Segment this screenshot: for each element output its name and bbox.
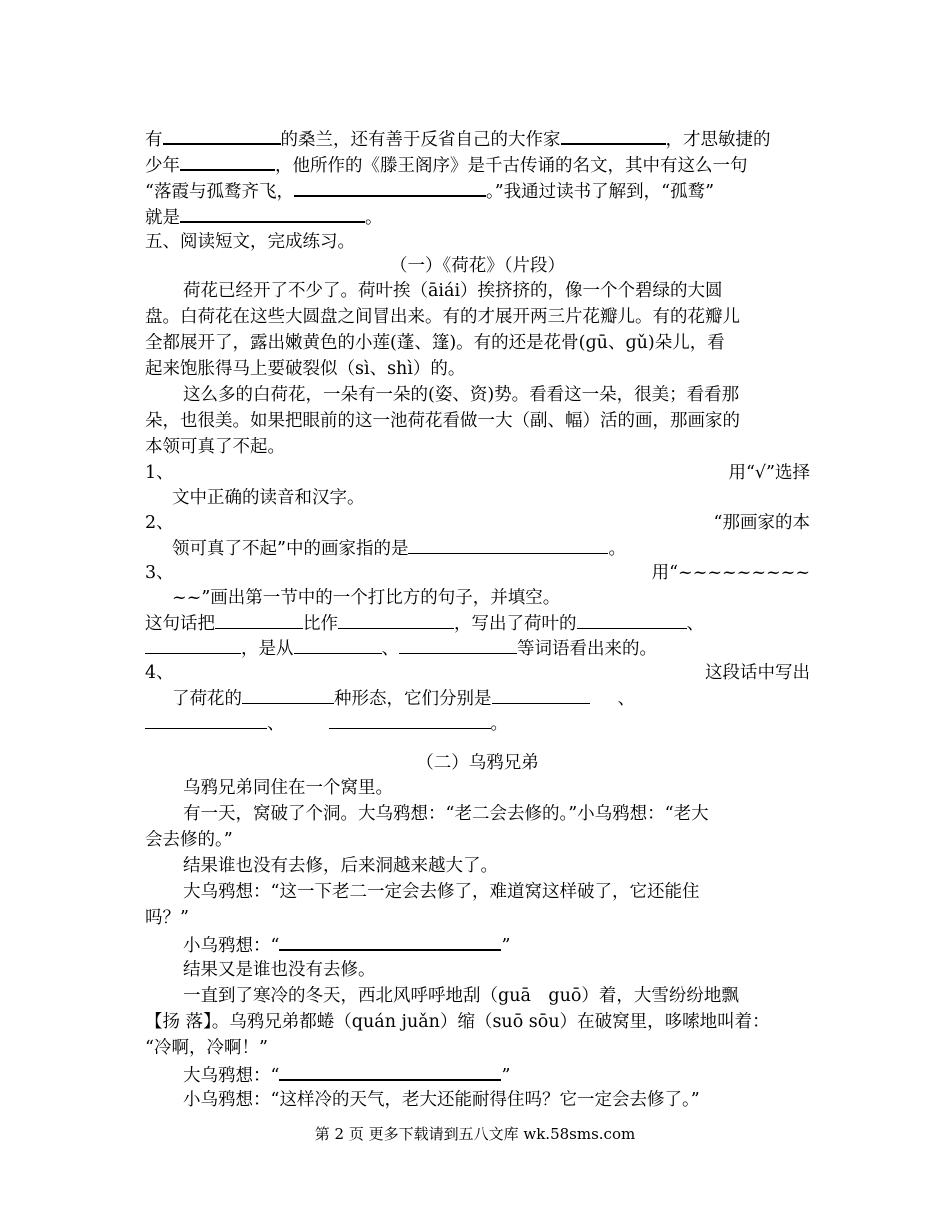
text: 。 [365,208,383,228]
answer-blank[interactable] [338,610,454,629]
passage-1-line: 盘。白荷花在这些大圆盘之间冒出来。有的才展开两三片花瓣儿。有的花瓣儿 [145,307,740,327]
passage-1-line: 起来饱胀得马上要破裂似（sì、shì）的。 [145,359,466,379]
question-number: 4、 [145,663,174,683]
answer-blank[interactable] [399,635,517,654]
answer-blank[interactable] [163,125,281,145]
question-3 [145,560,810,586]
text: 等词语看出来的。 [517,639,657,659]
question-text: 用“√”选择 [728,463,810,483]
text: ” [501,936,511,956]
question-1 [145,460,810,486]
passage-1-line: 全都展开了，露出嫩黄色的小莲(蓬、篷)。有的还是花骨(ɡū、ɡǔ)朵儿，看 [145,333,725,353]
text: ，写出了荷叶的 [454,614,577,634]
passage-2-line: 大乌鸦想：“这一下老二一定会去修了，难道窝这样破了，它还能住 [183,882,700,902]
question-3-fill-1 [145,610,810,637]
passage-1-line: 荷花已经开了不少了。荷叶挨（āiái）挨挤挤的，像一个个碧绿的大圆 [183,281,723,301]
question-4-fill [145,710,810,737]
text: 。 [608,539,626,559]
fill-in-line-2 [145,151,810,179]
text: 种形态，它们分别是 [334,689,492,709]
passage-2-line: 结果谁也没有去修，后来洞越来越大了。 [183,856,498,876]
answer-blank[interactable] [279,1061,501,1081]
answer-blank[interactable] [577,610,687,629]
passage-1-line: 本领可真了不起。 [145,437,285,457]
question-number: 3、 [145,563,174,583]
question-1-cont: 文中正确的读音和汉字。 [172,488,365,508]
text: 。 [490,714,508,734]
passage-2-line: 有一天，窝破了个洞。大乌鸦想：“老二会去修的。”小乌鸦想：“老大 [183,804,709,824]
text: ” [501,1066,511,1086]
text: 比作 [303,614,338,634]
text: 领可真了不起”中的画家指的是 [172,539,409,559]
answer-blank[interactable] [329,710,491,729]
passage-2-line [183,1061,810,1089]
fill-in-line-4 [145,203,810,231]
passage-2-line: 小乌鸦想：“这样冷的天气，老大还能耐得住吗？它一定会去修了。” [183,1090,700,1110]
text: 了荷花的 [172,689,242,709]
answer-blank[interactable] [180,203,365,223]
passage-2-line: 乌鸦兄弟同住在一个窝里。 [183,778,393,798]
text: 、 [381,639,399,659]
passage-2-line: 吗？” [145,908,189,928]
section-heading: 五、阅读短文，完成练习。 [145,232,355,252]
answer-blank[interactable] [145,635,241,654]
answer-blank[interactable] [294,177,486,197]
question-4 [145,660,810,686]
text: “落霞与孤鹜齐飞， [145,182,294,202]
passage-2-line: 会去修的。” [145,830,233,850]
text: ，他所作的《滕王阁序》是千古传诵的名文，其中有这么一句 [275,156,748,176]
answer-blank[interactable] [215,610,303,629]
answer-blank[interactable] [279,931,501,951]
text: ，才思敏捷的 [665,130,771,150]
question-2 [145,510,810,536]
answer-blank[interactable] [180,151,275,171]
passage-1-line: 这么多的白荷花，一朵有一朵的(姿、资)势。看看这一朵，很美；看看那 [183,385,740,405]
text: 、 [267,714,285,734]
text: 大乌鸦想：“ [183,1066,280,1086]
fill-in-line-1 [145,125,810,153]
passage-2-line: “冷啊，冷啊！” [145,1038,268,1058]
answer-blank[interactable] [242,685,334,704]
passage-1-line: 朵，也很美。如果把眼前的这一池荷花看做一大（副、幅）活的画，那画家的 [145,411,740,431]
answer-blank[interactable] [408,535,608,554]
question-3-fill-2 [145,635,810,662]
text: 、 [686,614,704,634]
question-3-cont: ~~”画出第一节中的一个打比方的句子，并填空。 [172,588,561,608]
question-number: 1、 [145,463,174,483]
text: 少年 [145,156,180,176]
question-text: “那画家的本 [713,513,810,533]
text: 、 [617,689,635,709]
text: 就是 [145,208,180,228]
question-2-cont [172,535,837,562]
passage-1-title: （一）《荷花》（片段） [390,256,565,276]
question-4-cont [172,685,837,712]
passage-2-line: 【扬 落】。乌鸦兄弟都蜷（quán juǎn）缩（suō sōu）在破窝里，哆嗦地叫着： [145,1012,770,1032]
text: 小乌鸦想：“ [183,936,280,956]
answer-blank[interactable] [145,710,267,729]
page-footer: 第 2 页 更多下载请到五八文库 wk.58sms.com [314,1125,636,1143]
text: 。”我通过读书了解到，“孤鹜” [485,182,715,202]
question-number: 2、 [145,513,174,533]
text: 有 [145,130,163,150]
answer-blank[interactable] [561,125,666,145]
text: ，是从 [241,639,294,659]
passage-2-title: （二）乌鸦兄弟 [416,753,539,773]
answer-blank[interactable] [294,635,382,654]
passage-2-line [183,931,810,959]
question-text: 用“~~~~~~~~~ [651,563,810,583]
passage-2-line: 结果又是谁也没有去修。 [183,960,376,980]
question-text: 这段话中写出 [705,663,810,683]
text: 的桑兰，还有善于反省自己的大作家 [280,130,561,150]
answer-blank[interactable] [492,685,590,704]
passage-2-line: 一直到了寒冷的冬天，西北风呼呼地刮（guā guō）着，大雪纷纷地飘 [183,986,739,1006]
fill-in-line-3 [145,177,810,205]
text: 这句话把 [145,614,215,634]
